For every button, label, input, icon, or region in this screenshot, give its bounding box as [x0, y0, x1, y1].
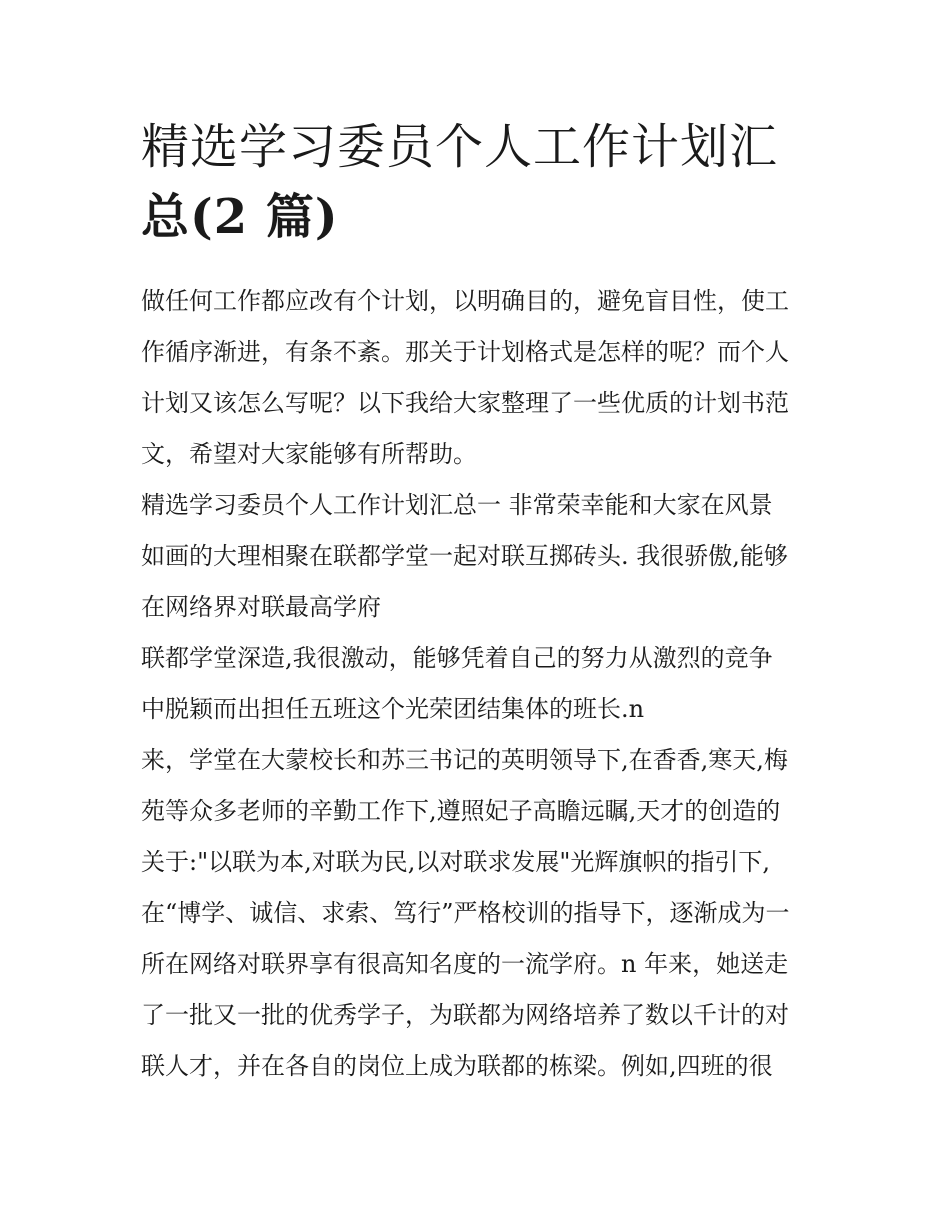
text-line: 做任何工作都应改有个计划，以明确目的，避免盲目性，使工: [141, 287, 789, 315]
text-line: 计划又该怎么写呢？以下我给大家整理了一些优质的计划书范: [141, 389, 789, 417]
text-line: 所在网络对联界享有很高知名度的一流学府。n 年来，她送走: [141, 950, 789, 978]
text-line: 苑等众多老师的辛勤工作下,遵照妃子高瞻远瞩,天才的创造的: [141, 797, 781, 825]
text-line: 联都学堂深造,我很激动，能够凭着自己的努力从激烈的竞争: [141, 644, 773, 672]
text-line: 文，希望对大家能够有所帮助。: [141, 440, 477, 468]
body-text: [141, 281, 831, 1097]
document-title: [141, 112, 821, 252]
text-line: 来，学堂在大蒙校长和苏三书记的英明领导下,在香香,寒天,梅: [141, 746, 788, 774]
title-line: 精选学习委员个人工作计划汇: [141, 119, 779, 175]
text-line: 在“博学、诚信、求索、笃行”严格校训的指导下，逐渐成为一: [141, 899, 790, 927]
text-line: 联人才，并在各自的岗位上成为联都的栋梁。例如,四班的很: [141, 1052, 773, 1080]
text-line: 如画的大理相聚在联都学堂一起对联互掷砖头. 我很骄傲,能够: [141, 542, 788, 570]
text-line: 作循序渐进，有条不紊。那关于计划格式是怎样的呢？而个人: [141, 338, 789, 366]
text-line: 中脱颖而出担任五班这个光荣团结集体的班长.n: [141, 695, 645, 723]
title-line: 总(2 篇): [141, 189, 339, 245]
text-line: 在网络界对联最高学府: [141, 593, 381, 621]
text-line: 精选学习委员个人工作计划汇总一 非常荣幸能和大家在风景: [141, 491, 773, 519]
text-line: 了一批又一批的优秀学子，为联都为网络培养了数以千计的对: [141, 1001, 789, 1029]
text-line: 关于:"以联为本,对联为民,以对联求发展"光辉旗帜的指引下,: [141, 848, 771, 876]
